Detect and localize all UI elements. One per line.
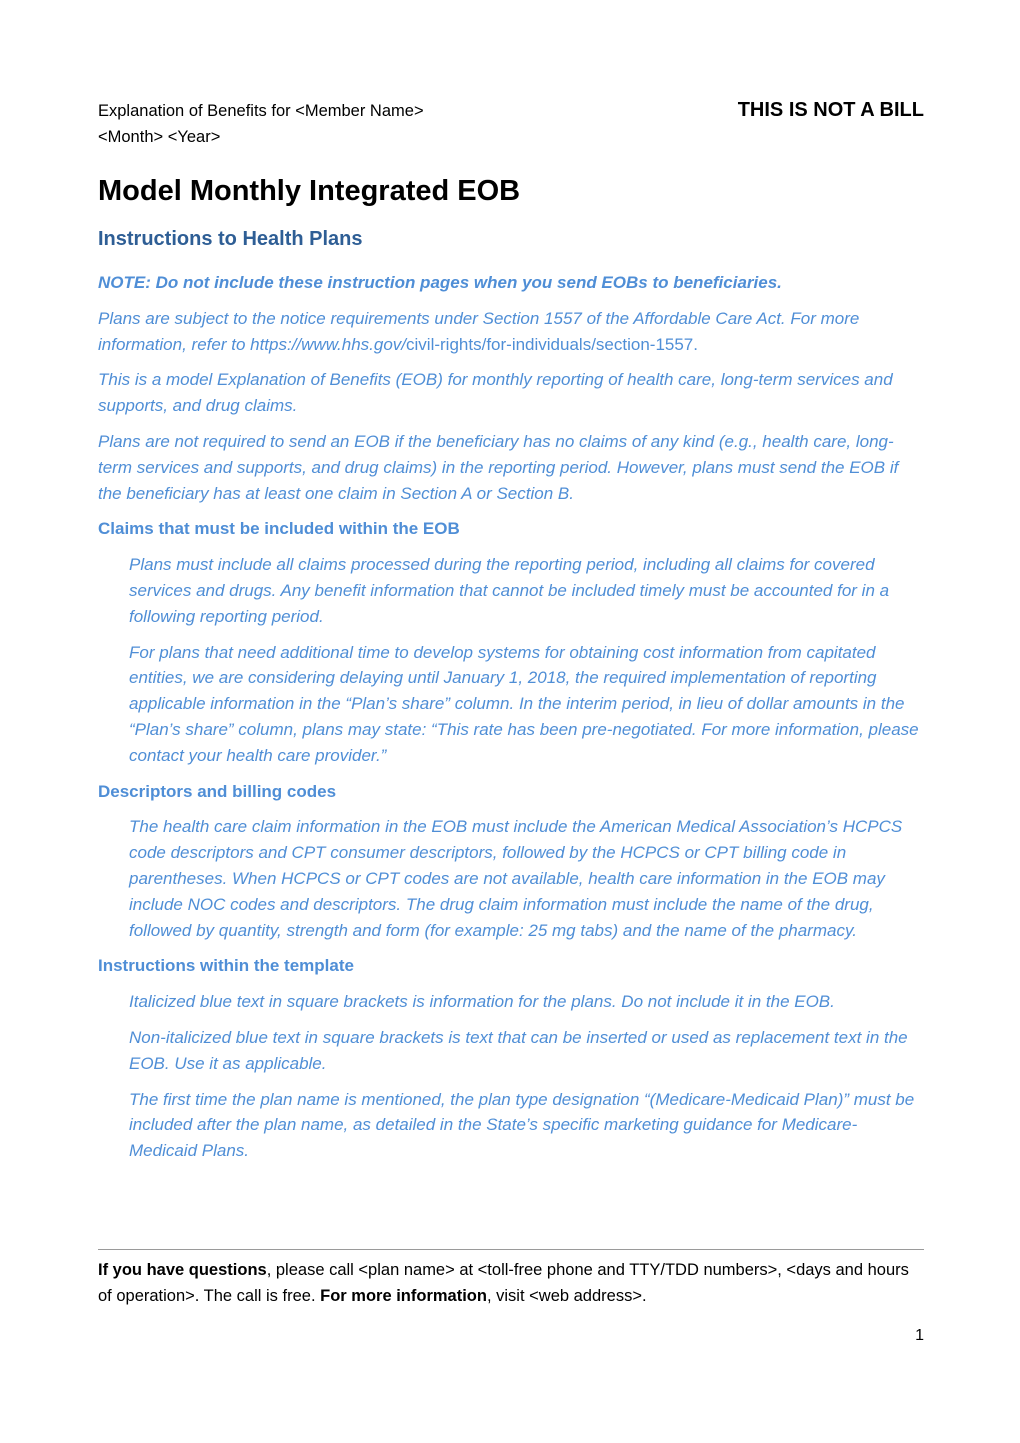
page-subtitle: Instructions to Health Plans [98,228,363,250]
footer-more-info-label: For more information [320,1286,487,1305]
descriptors-section-heading: Descriptors and billing codes [98,781,337,801]
document-header [98,98,924,124]
footer-questions-text: , please call <plan name> at <toll-free phone and TTY/TDD numbers>, <days and hours of operation>. The call is free. [98,1261,909,1305]
section-1557-link-path[interactable]: civil-rights/for-individuals/section-1557. [406,334,698,354]
footer-contact [98,1258,924,1309]
footer-divider [98,1249,924,1250]
instructions-body [98,270,924,1174]
descriptors-paragraph: The health care claim information in the EOB must include the American Medical Association’s HCPCS code descriptors and CPT consumer descriptors, followed by the HCPCS or CPT billing code in parentheses. When HCPCS or CPT codes are not available, health care information in the EOB may include NOC codes and descriptors. The drug claim information must include the name of the drug, followed by quantity, strength and form (for example: 25 mg tabs) and the name of the pharmacy. [129,817,903,940]
template-paragraph-2: Non-italicized blue text in square brackets is text that can be inserted or used as replacement text in the EOB. Use it as applicable. [129,1027,908,1073]
page-number: 1 [915,1327,924,1344]
section-1557-paragraph [98,306,924,358]
month-year-line: <Month> <Year> [98,128,221,146]
not-a-bill-notice: THIS IS NOT A BILL [737,99,924,121]
footer-more-info-text: , visit <web address>. [486,1286,647,1305]
template-paragraph-3: The first time the plan name is mentioned, the plan type designation “(Medicare-Medicaid Plan)” must be included after the plan name, as detailed in the State’s specific marketing guidance for Medicare-Medicaid Plans. [129,1089,915,1161]
footer-questions-label: If you have questions [98,1261,267,1279]
template-paragraph-1: Italicized blue text in square brackets is information for the plans. Do not include it in the EOB. [129,992,835,1012]
page-title: Model Monthly Integrated EOB [98,175,521,207]
claims-paragraph-1: Plans must include all claims processed during the reporting period, including all claims for covered services and drugs. Any benefit information that cannot be included timely must be accounted for in a following reporting period. [129,555,890,626]
claims-paragraph-2: For plans that need additional time to develop systems for obtaining cost information from capitated entities, we are considering delaying until January 1, 2018, the required implementation of reporting applicable information in the “Plan’s share” column. In the interim period, in lieu of dollar amounts in the “Plan’s share” column, plans may state: “This rate has been pre-negotiated. For more information, please contact your health care provider.” [129,642,919,765]
eob-member-line: Explanation of Benefits for <Member Name> [98,102,424,120]
eob-requirement-paragraph: Plans are not required to send an EOB if the beneficiary has no claims of any kind (e.g., health care, long-term services and supports, and drug claims) in the reporting period. However, plans must send the EOB if the beneficiary has at least one claim in Section A or Section B. [98,431,899,503]
model-eob-paragraph: This is a model Explanation of Benefits (EOB) for monthly reporting of health care, long-term services and supports, and drug claims. [98,370,893,416]
claims-section-heading: Claims that must be included within the EOB [98,519,460,539]
section-1557-text: Plans are subject to the notice requirements under Section 1557 of the Affordable Care Act. For more information, refer to https://www.hhs.gov/ [98,308,860,354]
note-paragraph: NOTE: Do not include these instruction pages when you send EOBs to beneficiaries. [98,273,782,292]
template-section-heading: Instructions within the template [98,956,354,976]
